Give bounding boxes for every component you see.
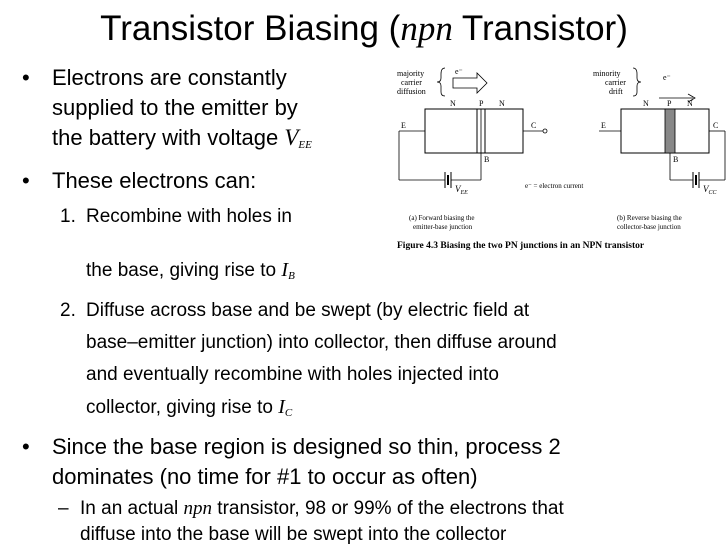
- var-i: I: [281, 259, 289, 281]
- dash-suffix: transistor, 98 or 99% of the electrons that: [212, 498, 564, 519]
- biasing-figure: [395, 62, 728, 258]
- terminal-b: B: [673, 155, 679, 164]
- bullet-3-line: dominates (no time for #1 to occur as often): [52, 464, 478, 489]
- region-n: N: [643, 99, 649, 108]
- terminal-c: C: [713, 121, 719, 130]
- depletion-region: [665, 109, 675, 153]
- transistor-block: [425, 109, 523, 153]
- bullet-1-text: [52, 63, 312, 160]
- forward-bias-diagram: [397, 67, 547, 231]
- bullet-2-text: These electrons can:: [52, 168, 257, 193]
- legend: e⁻ = electron current: [525, 182, 584, 190]
- region-p: P: [479, 99, 484, 108]
- terminal-e: E: [401, 121, 406, 130]
- terminal-c: C: [531, 121, 537, 130]
- title-prefix: Transistor Biasing (: [100, 9, 401, 48]
- bullet-3-marker: •: [22, 434, 30, 459]
- item-1-line-2-text: the base, giving rise to: [86, 260, 282, 281]
- battery-label: $V_{EE}$: [455, 184, 468, 196]
- brace-icon: [633, 68, 641, 96]
- region-p: P: [667, 99, 672, 108]
- item-2-line: and eventually recombine with holes injected into: [86, 364, 499, 385]
- bullet-1-marker: •: [22, 65, 30, 90]
- slide-title: [0, 6, 728, 52]
- terminal-dot: [543, 129, 547, 133]
- bullet-1-line: [52, 123, 312, 160]
- var-c-sub: C: [284, 407, 293, 419]
- fig-b-caption: (b) Reverse biasing the: [617, 214, 682, 222]
- fig-a-label: majority: [397, 69, 425, 78]
- battery-label: $V_{CC}$: [703, 184, 717, 196]
- region-n: N: [450, 99, 456, 108]
- terminal-b: B: [484, 155, 490, 164]
- fig-a-label: carrier: [401, 78, 422, 87]
- fig-b-caption: collector-base junction: [617, 223, 681, 231]
- bullet-1-line: Electrons are constantly: [52, 65, 287, 90]
- title-suffix: Transistor): [452, 9, 628, 48]
- fig-a-caption: (a) Forward biasing the: [409, 214, 475, 222]
- bullet-3-text: [52, 432, 561, 492]
- item-2-line-text: collector, giving rise to: [86, 397, 279, 418]
- fig-b-label: carrier: [605, 78, 626, 87]
- bullet-2-marker: •: [22, 168, 30, 193]
- terminal-e: E: [601, 121, 606, 130]
- dash-prefix: In an actual: [80, 498, 184, 519]
- title-npn: npn: [400, 9, 453, 48]
- fig-a-arrow-label: e⁻: [455, 67, 463, 76]
- bullet-1-line: supplied to the emitter by: [52, 95, 298, 120]
- brace-icon: [437, 68, 445, 96]
- item-1-number: 1.: [60, 206, 76, 227]
- figure-caption: Figure 4.3 Biasing the two PN junctions in an NPN transistor: [397, 241, 645, 251]
- region-n: N: [499, 99, 505, 108]
- fig-a-caption: emitter-base junction: [413, 223, 473, 231]
- dash-marker: –: [58, 498, 69, 519]
- item-2-line: base–emitter junction) into collector, then diffuse around: [86, 332, 557, 353]
- region-n: N: [687, 99, 693, 108]
- var-b-sub: B: [288, 270, 295, 282]
- dash-npn: npn: [183, 498, 213, 519]
- fig-b-label: drift: [609, 87, 623, 96]
- item-1-line-2: [86, 255, 295, 291]
- bullet-1-line-text: the battery with voltage: [52, 125, 285, 150]
- item-2-line: Diffuse across base and be swept (by electric field at: [86, 300, 530, 321]
- dash-line-2: diffuse into the base will be swept into the collector: [80, 524, 507, 545]
- reverse-bias-diagram: [593, 68, 725, 231]
- fig-b-label: minority: [593, 69, 621, 78]
- item-1-line-1: Recombine with holes in: [86, 206, 292, 227]
- bullet-3-line: Since the base region is designed so thin, process 2: [52, 434, 561, 459]
- item-2-number: 2.: [60, 300, 76, 321]
- arrow-right-icon: [453, 73, 487, 93]
- fig-a-label: diffusion: [397, 87, 426, 96]
- item-2-line: [86, 392, 292, 428]
- var-ee-sub: EE: [298, 139, 312, 151]
- var-i: I: [278, 396, 285, 418]
- fig-b-arrow-label: e⁻: [663, 73, 671, 82]
- var-v: V: [284, 125, 299, 150]
